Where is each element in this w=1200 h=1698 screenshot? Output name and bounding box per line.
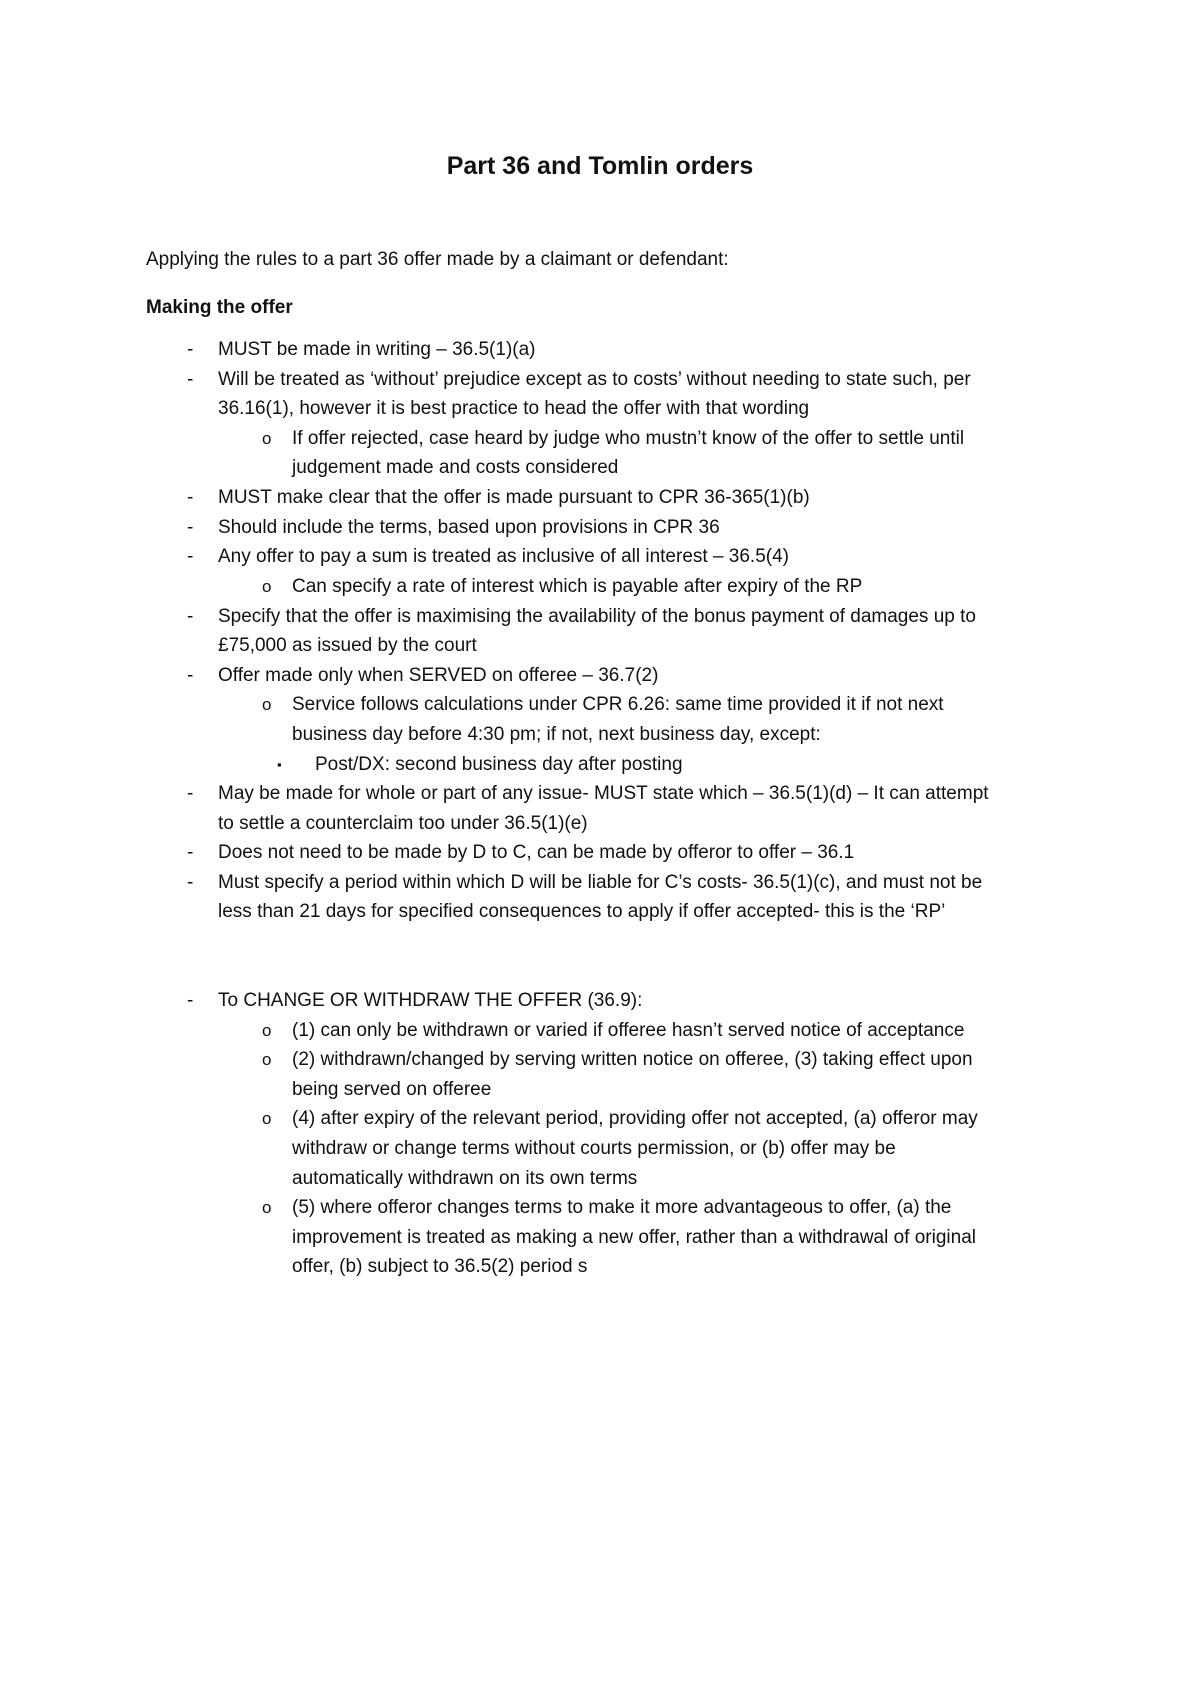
page-title: Part 36 and Tomlin orders: [446, 152, 754, 180]
dash-bullet: -: [187, 665, 194, 686]
circle-bullet: o: [262, 1050, 272, 1069]
list-item-continuation: less than 21 days for specified consequences to apply if offer accepted- this is the ‘RP’: [218, 901, 946, 922]
sub-list-item-continuation: being served on offeree: [292, 1079, 492, 1100]
sub-list-item-continuation: judgement made and costs considered: [292, 457, 619, 478]
circle-bullet: o: [262, 429, 272, 448]
sub-list-item: (4) after expiry of the relevant period, providing offer not accepted, (a) offeror may: [292, 1108, 978, 1129]
list-item: Should include the terms, based upon provisions in CPR 36: [218, 517, 720, 538]
dash-bullet: -: [187, 369, 194, 390]
list-item: MUST make clear that the offer is made pursuant to CPR 36-365(1)(b): [218, 487, 810, 508]
sub-list-item: Service follows calculations under CPR 6.26: same time provided it if not next: [292, 694, 944, 715]
sub-list-item-continuation: business day before 4:30 pm; if not, next business day, except:: [292, 724, 821, 745]
list-item-continuation: £75,000 as issued by the court: [218, 635, 477, 656]
dash-bullet: -: [187, 517, 194, 538]
sub-list-item-continuation: offer, (b) subject to 36.5(2) period s: [292, 1256, 588, 1277]
list-item: Any offer to pay a sum is treated as inclusive of all interest – 36.5(4): [218, 546, 789, 567]
dash-bullet: -: [187, 990, 194, 1011]
circle-bullet: o: [262, 1021, 272, 1040]
sub-list-item: (2) withdrawn/changed by serving written notice on offeree, (3) taking effect upon: [292, 1049, 973, 1070]
circle-bullet: o: [262, 695, 272, 714]
square-bullet: ▪: [277, 757, 282, 772]
intro-paragraph: Applying the rules to a part 36 offer made by a claimant or defendant:: [146, 249, 729, 270]
sub-list-item: Can specify a rate of interest which is payable after expiry of the RP: [292, 576, 863, 597]
dash-bullet: -: [187, 339, 194, 360]
dash-bullet: -: [187, 606, 194, 627]
dash-bullet: -: [187, 783, 194, 804]
sub-list-item-continuation: automatically withdrawn on its own terms: [292, 1168, 638, 1189]
list-item: Will be treated as ‘without’ prejudice except as to costs’ without needing to state such, per: [218, 369, 971, 390]
list-item-continuation: 36.16(1), however it is best practice to head the offer with that wording: [218, 398, 810, 419]
dash-bullet: -: [187, 872, 194, 893]
list-item: Does not need to be made by D to C, can be made by offeror to offer – 36.1: [218, 842, 855, 863]
sub-list-item: If offer rejected, case heard by judge who mustn’t know of the offer to settle until: [292, 428, 965, 449]
circle-bullet: o: [262, 1198, 272, 1217]
list-item: Offer made only when SERVED on offeree – 36.7(2): [218, 665, 659, 686]
circle-bullet: o: [262, 577, 272, 596]
list-item: May be made for whole or part of any issue- MUST state which – 36.5(1)(d) – It can attempt: [218, 783, 989, 804]
dash-bullet: -: [187, 487, 194, 508]
list-item: MUST be made in writing – 36.5(1)(a): [218, 339, 536, 360]
list-item: Specify that the offer is maximising the availability of the bonus payment of damages up to: [218, 606, 976, 627]
sub-list-item: (5) where offeror changes terms to make it more advantageous to offer, (a) the: [292, 1197, 952, 1218]
sub-list-item: (1) can only be withdrawn or varied if offeree hasn’t served notice of acceptance: [292, 1020, 965, 1041]
list-item: To CHANGE OR WITHDRAW THE OFFER (36.9):: [218, 990, 643, 1011]
list-item-continuation: to settle a counterclaim too under 36.5(1)(e): [218, 813, 588, 834]
sub-list-item-continuation: improvement is treated as making a new offer, rather than a withdrawal of original: [292, 1227, 976, 1248]
sub-list-item-continuation: withdraw or change terms without courts permission, or (b) offer may be: [292, 1138, 896, 1159]
dash-bullet: -: [187, 842, 194, 863]
list-item: Must specify a period within which D will be liable for C’s costs- 36.5(1)(c), and must not be: [218, 872, 983, 893]
sub-sub-list-item: Post/DX: second business day after posting: [315, 754, 683, 775]
dash-bullet: -: [187, 546, 194, 567]
circle-bullet: o: [262, 1109, 272, 1128]
section-heading: Making the offer: [146, 297, 293, 318]
